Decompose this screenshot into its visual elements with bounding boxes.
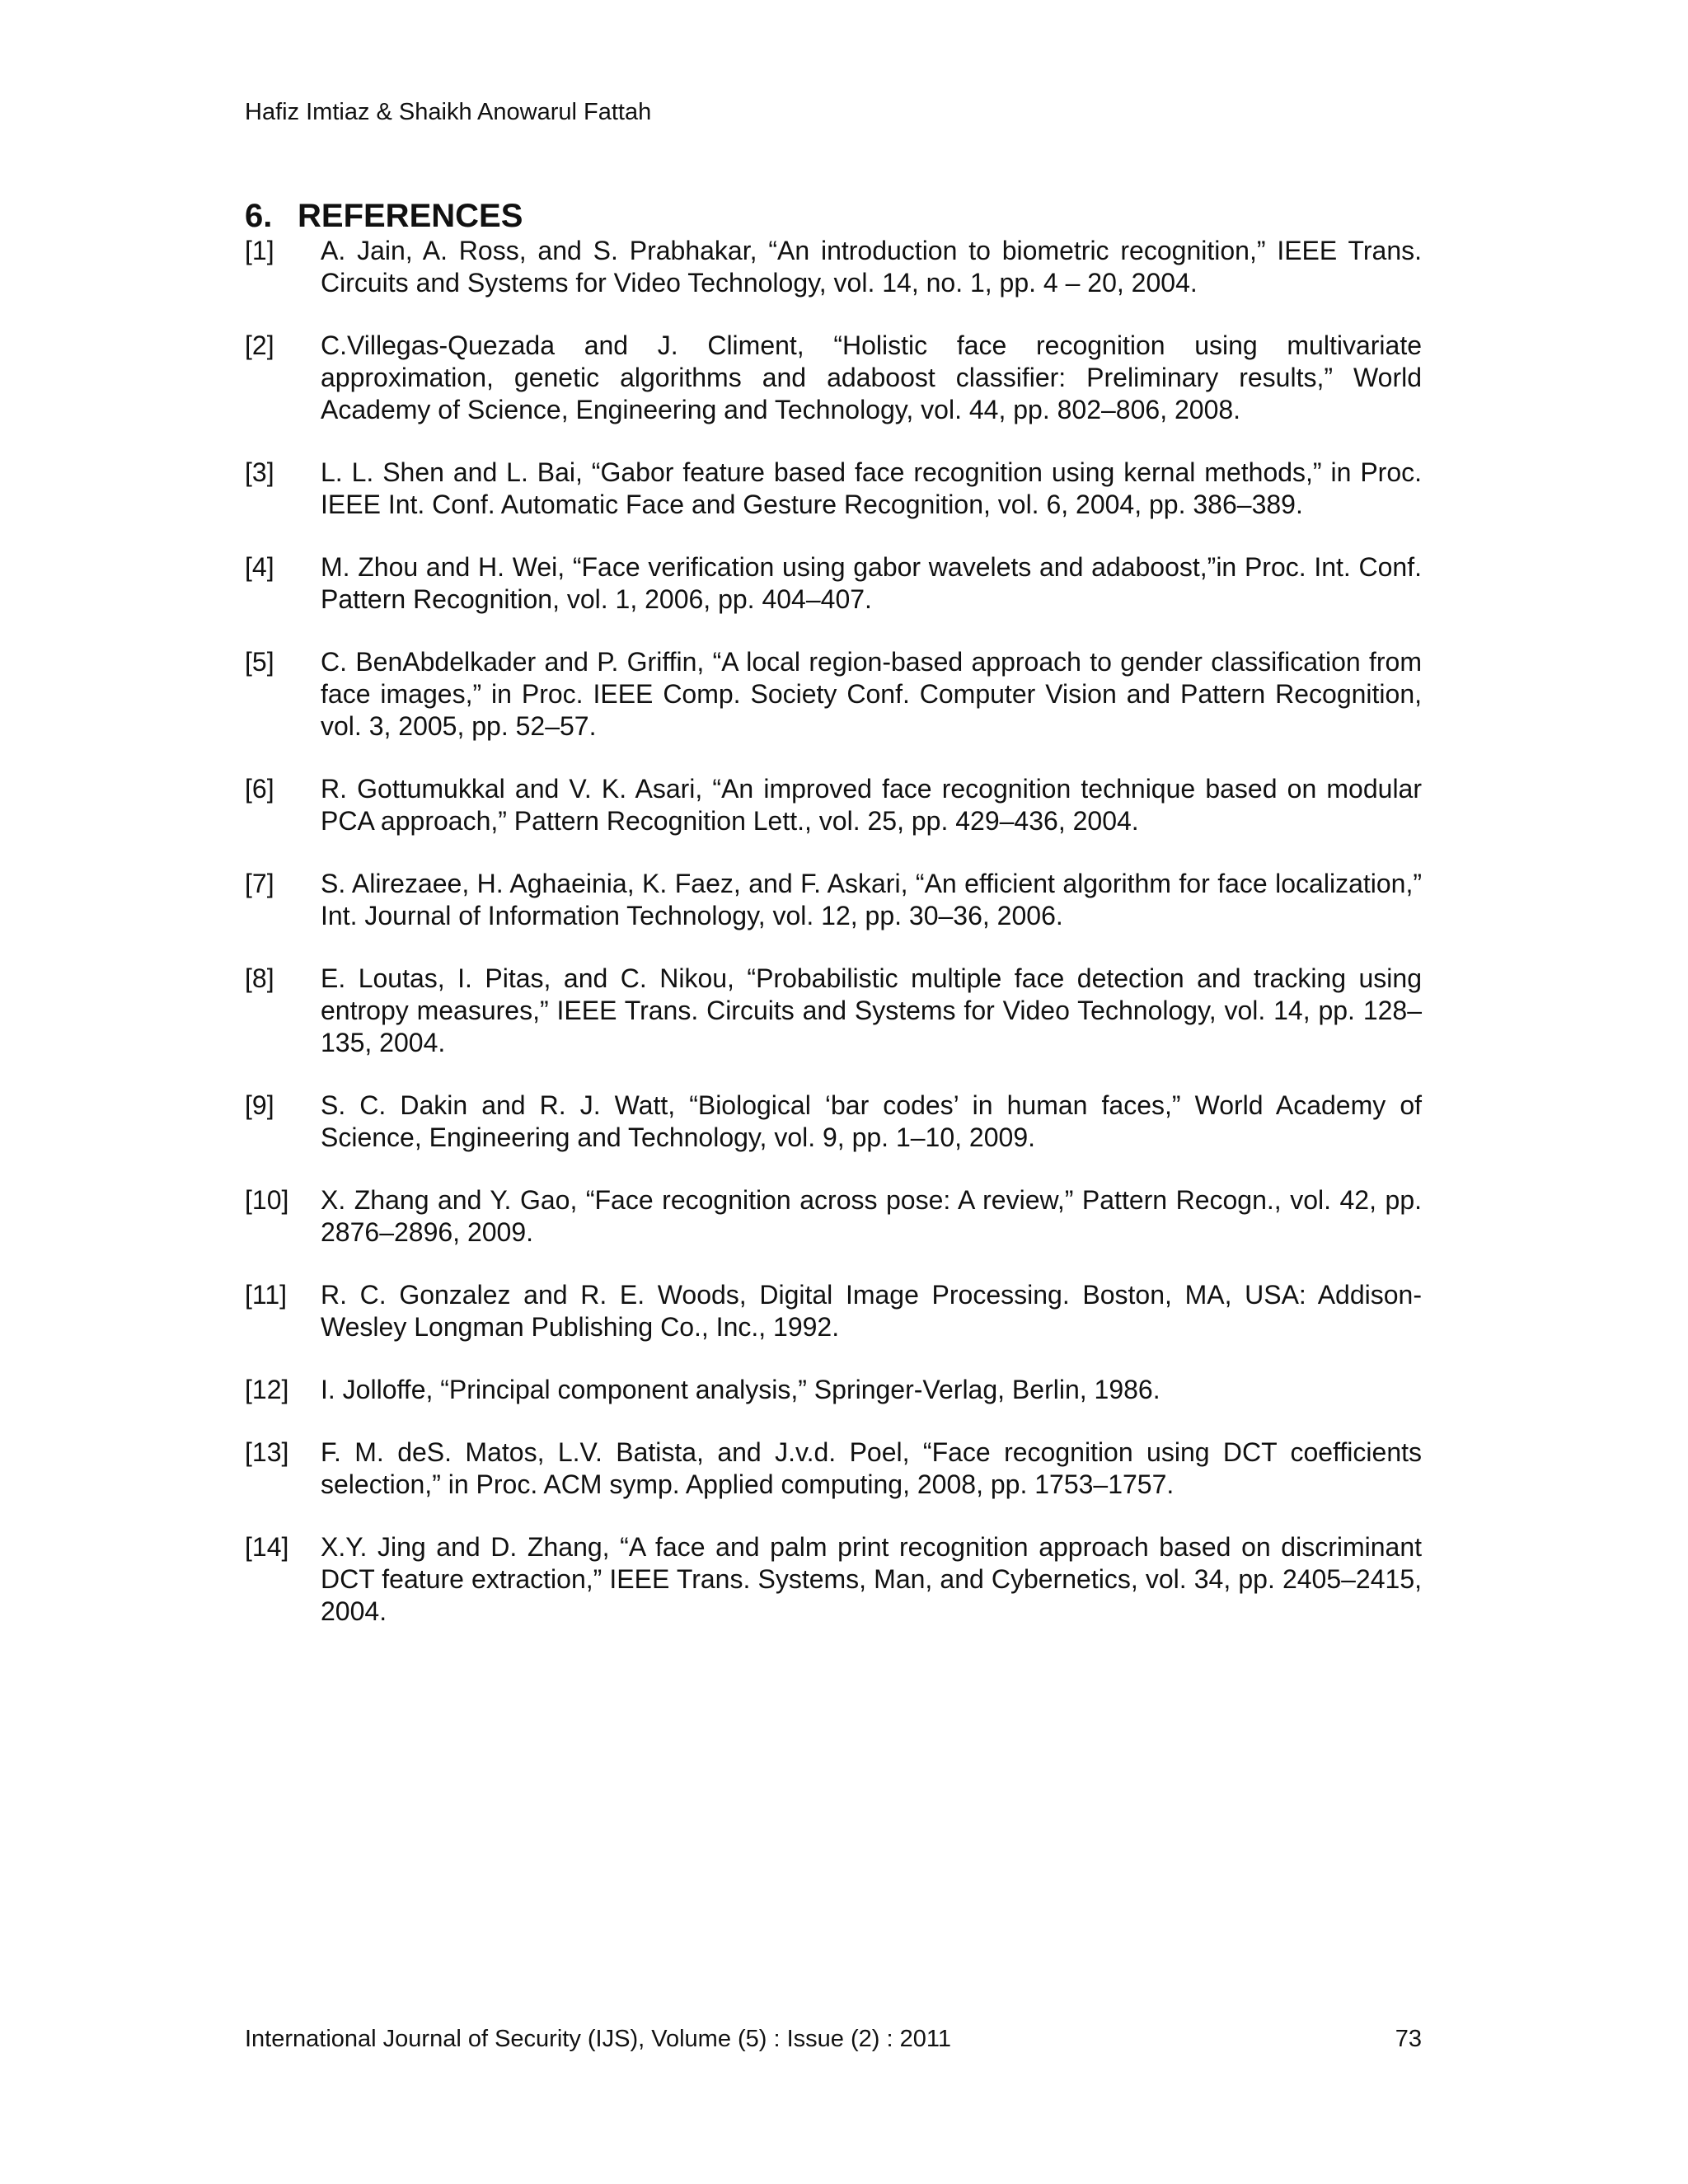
reference-number: [4]	[245, 552, 274, 582]
reference-number: [7]	[245, 869, 274, 898]
reference-number: [8]	[245, 963, 274, 993]
reference-list	[245, 235, 1422, 1658]
reference-number: [13]	[245, 1437, 289, 1467]
reference-item	[245, 773, 1422, 837]
page-number: 73	[1395, 2026, 1422, 2052]
reference-item	[245, 963, 1422, 1059]
reference-text: F. M. deS. Matos, L.V. Batista, and J.v.d. Poel, “Face recognition using DCT coefficients selection,” in Proc. ACM symp. Applied computing, 2008, pp. 1753–1757.	[321, 1437, 1422, 1499]
reference-text: E. Loutas, I. Pitas, and C. Nikou, “Probabilistic multiple face detection and tracking using entropy measures,” IEEE Trans. Circuits and Systems for Video Technology, vol. 14, pp. 128–135, 2004.	[321, 963, 1422, 1057]
reference-text: R. C. Gonzalez and R. E. Woods, Digital Image Processing. Boston, MA, USA: Addison-Wesley Longman Publishing Co., Inc., 1992.	[321, 1280, 1422, 1342]
reference-text: S. C. Dakin and R. J. Watt, “Biological ‘bar codes’ in human faces,” World Academy of Science, Engineering and Technology, vol. 9, pp. 1–10, 2009.	[321, 1090, 1422, 1152]
page-footer	[245, 2024, 1422, 2054]
reference-text: L. L. Shen and L. Bai, “Gabor feature based face recognition using kernal methods,” in Proc. IEEE Int. Conf. Automatic Face and Gesture Recognition, vol. 6, 2004, pp. 386–389.	[321, 457, 1422, 519]
reference-item	[245, 1279, 1422, 1343]
reference-item	[245, 1184, 1422, 1249]
running-header: Hafiz Imtiaz & Shaikh Anowarul Fattah	[245, 99, 652, 125]
reference-number: [1]	[245, 236, 274, 265]
reference-number: [11]	[245, 1280, 287, 1310]
reference-number: [9]	[245, 1090, 274, 1120]
reference-item	[245, 235, 1422, 299]
reference-item	[245, 1090, 1422, 1154]
reference-text: X.Y. Jing and D. Zhang, “A face and palm print recognition approach based on discriminant DCT feature extraction,” IEEE Trans. Systems, Man, and Cybernetics, vol. 34, pp. 2405–2415, 2004.	[321, 1532, 1422, 1626]
reference-text: R. Gottumukkal and V. K. Asari, “An improved face recognition technique based on modular PCA approach,” Pattern Recognition Lett., vol. 25, pp. 429–436, 2004.	[321, 774, 1422, 836]
reference-text: C. BenAbdelkader and P. Griffin, “A local region-based approach to gender classification from face images,” in Proc. IEEE Comp. Society Conf. Computer Vision and Pattern Recognition, vol. 3, 2005, pp. 52–57.	[321, 647, 1422, 741]
reference-number: [3]	[245, 457, 274, 487]
reference-number: [14]	[245, 1532, 289, 1562]
reference-text: S. Alirezaee, H. Aghaeinia, K. Faez, and F. Askari, “An efficient algorithm for face localization,” Int. Journal of Information Technology, vol. 12, pp. 30–36, 2006.	[321, 869, 1422, 930]
reference-number: [12]	[245, 1375, 289, 1404]
journal-citation: International Journal of Security (IJS), Volume (5) : Issue (2) : 2011	[245, 2026, 951, 2052]
reference-item	[245, 868, 1422, 932]
section-title: REFERENCES	[298, 198, 523, 234]
reference-text: I. Jolloffe, “Principal component analysis,” Springer-Verlag, Berlin, 1986.	[321, 1375, 1160, 1404]
reference-item	[245, 646, 1422, 743]
section-number: 6.	[245, 198, 273, 234]
reference-number: [2]	[245, 330, 274, 360]
reference-item	[245, 1531, 1422, 1628]
reference-item	[245, 1436, 1422, 1501]
reference-number: [6]	[245, 774, 274, 804]
reference-item	[245, 330, 1422, 426]
reference-text: M. Zhou and H. Wei, “Face verification using gabor wavelets and adaboost,”in Proc. Int. Conf. Pattern Recognition, vol. 1, 2006, pp. 404–407.	[321, 552, 1422, 614]
reference-item	[245, 551, 1422, 616]
reference-number: [5]	[245, 647, 274, 677]
reference-text: A. Jain, A. Ross, and S. Prabhakar, “An introduction to biometric recognition,” IEEE Trans. Circuits and Systems for Video Technology, vol. 14, no. 1, pp. 4 – 20, 2004.	[321, 236, 1422, 298]
reference-text: X. Zhang and Y. Gao, “Face recognition across pose: A review,” Pattern Recogn., vol. 42, pp. 2876–2896, 2009.	[321, 1185, 1422, 1247]
reference-item	[245, 1374, 1422, 1406]
section-heading	[245, 196, 523, 236]
reference-item	[245, 457, 1422, 521]
reference-number: [10]	[245, 1185, 289, 1215]
reference-text: C.Villegas-Quezada and J. Climent, “Holistic face recognition using multivariate approximation, genetic algorithms and adaboost classifier: Preliminary results,” World Academy of Science, Engineering and Technology, vol. 44, pp. 802–806, 2008.	[321, 330, 1422, 424]
